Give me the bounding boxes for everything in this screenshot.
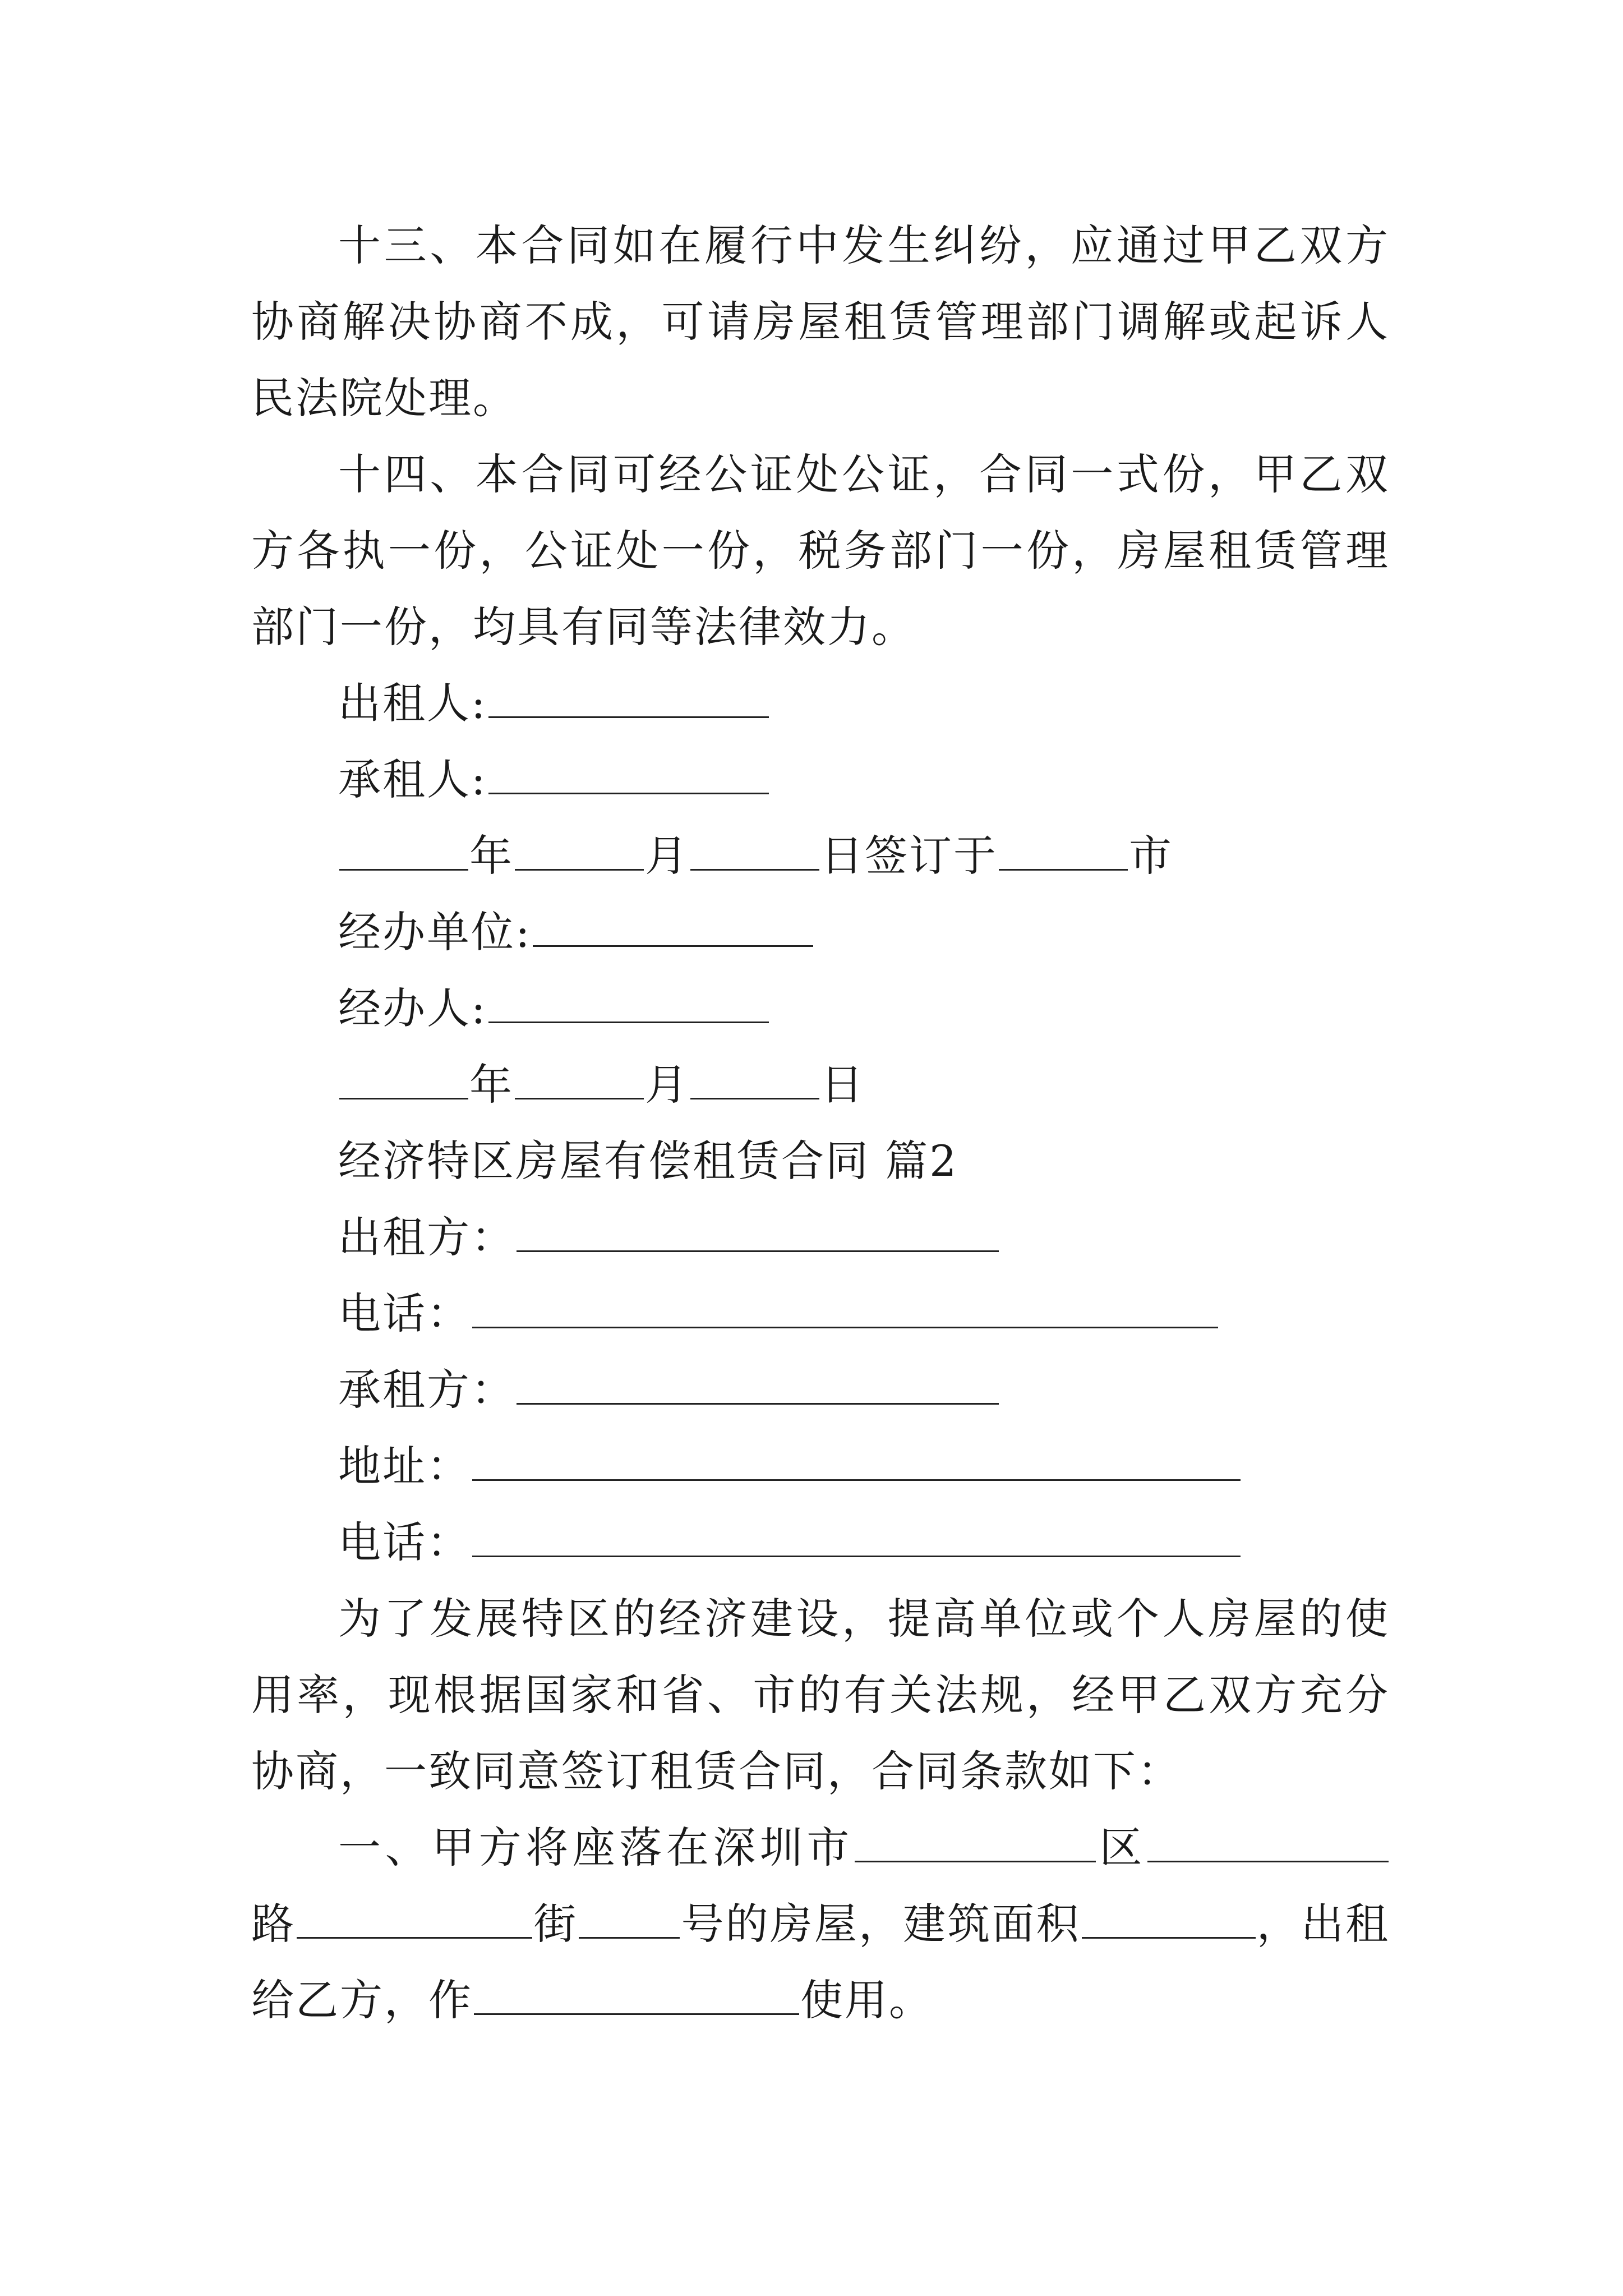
month-blank-2[interactable] — [515, 1063, 644, 1099]
day-signed-label: 日签订于 — [820, 831, 998, 881]
handler-line — [251, 970, 1390, 1047]
lessee-signature-line — [251, 742, 1390, 818]
day-blank-2[interactable] — [690, 1063, 819, 1099]
lessee-label: 承租人: — [338, 754, 487, 804]
city-label: 市 — [1129, 831, 1173, 881]
month-blank[interactable] — [515, 834, 644, 871]
road-blank[interactable] — [1147, 1826, 1389, 1862]
section2-phone-line — [251, 1276, 1390, 1352]
section2-lessor-blank[interactable] — [517, 1216, 999, 1252]
lease-label: ，出租给乙方，作 — [251, 1899, 1390, 2025]
section2-phone2-label: 电话： — [338, 1517, 471, 1567]
district-blank[interactable] — [855, 1826, 1096, 1862]
month-label-2: 月 — [645, 1060, 689, 1110]
agency-blank[interactable] — [533, 910, 813, 947]
section2-clause-1 — [251, 1810, 1390, 2039]
street-label: 街 — [533, 1899, 578, 1949]
section2-phone2-line — [251, 1504, 1390, 1581]
signing-date-line — [251, 818, 1390, 894]
day-label-2: 日 — [820, 1060, 865, 1110]
area-blank[interactable] — [1082, 1902, 1256, 1939]
use-label: 使用。 — [800, 1975, 933, 2025]
day-blank[interactable] — [690, 834, 819, 871]
lessee-blank[interactable] — [488, 758, 769, 794]
section2-lessee-blank[interactable] — [517, 1368, 999, 1405]
section2-phone-blank[interactable] — [472, 1292, 1218, 1328]
section2-phone-label: 电话： — [338, 1289, 471, 1338]
city-blank[interactable] — [999, 834, 1128, 871]
section2-intro: 为了发展特区的经济建设，提高单位或个人房屋的使用率，现根据国家和省、市的有关法规，经甲乙双方充分协商，一致同意签订租赁合同，合同条款如下： — [251, 1594, 1390, 1796]
section2-address-line — [251, 1428, 1390, 1504]
district-label: 区 — [1096, 1823, 1147, 1872]
section2-phone2-blank[interactable] — [472, 1521, 1241, 1557]
handler-label: 经办人: — [338, 983, 487, 1033]
lessor-label: 出租人: — [338, 678, 487, 728]
street-blank[interactable] — [297, 1902, 532, 1939]
number-blank[interactable] — [579, 1902, 680, 1939]
road-label: 路 — [251, 1899, 296, 1949]
agency-line — [251, 894, 1390, 970]
section2-lessor-label: 出租方： — [338, 1212, 515, 1262]
month-label: 月 — [645, 831, 689, 881]
year-blank[interactable] — [339, 834, 468, 871]
use-blank[interactable] — [474, 1978, 799, 2015]
section2-address-label: 地址： — [338, 1441, 471, 1491]
handler-blank[interactable] — [488, 987, 769, 1023]
section2-address-blank[interactable] — [472, 1444, 1241, 1481]
document-page — [251, 208, 1390, 2039]
number-label: 号的房屋，建筑面积 — [681, 1899, 1081, 1949]
section-2-title: 经济特区房屋有偿租赁合同 篇2 — [338, 1136, 958, 1186]
year-label: 年 — [469, 831, 514, 881]
clause-13: 十三、本合同如在履行中发生纠纷，应通过甲乙双方协商解决协商不成，可请房屋租赁管理部门调解或起诉人民法院处理。 — [251, 220, 1390, 423]
agency-label: 经办单位: — [338, 907, 532, 957]
lessor-signature-line — [251, 665, 1390, 742]
handler-date-line — [251, 1047, 1390, 1123]
section2-lessee-line — [251, 1352, 1390, 1428]
section2-lessor-line — [251, 1199, 1390, 1276]
year-label-2: 年 — [469, 1060, 514, 1110]
year-blank-2[interactable] — [339, 1063, 468, 1099]
clause1-part1: 一、甲方将座落在深圳市 — [338, 1823, 854, 1872]
lessor-blank[interactable] — [488, 682, 769, 718]
clause-14: 十四、本合同可经公证处公证，合同一式份，甲乙双方各执一份，公证处一份，税务部门一份，房屋租赁管理部门一份，均具有同等法律效力。 — [251, 449, 1390, 652]
section2-lessee-label: 承租方： — [338, 1365, 515, 1415]
